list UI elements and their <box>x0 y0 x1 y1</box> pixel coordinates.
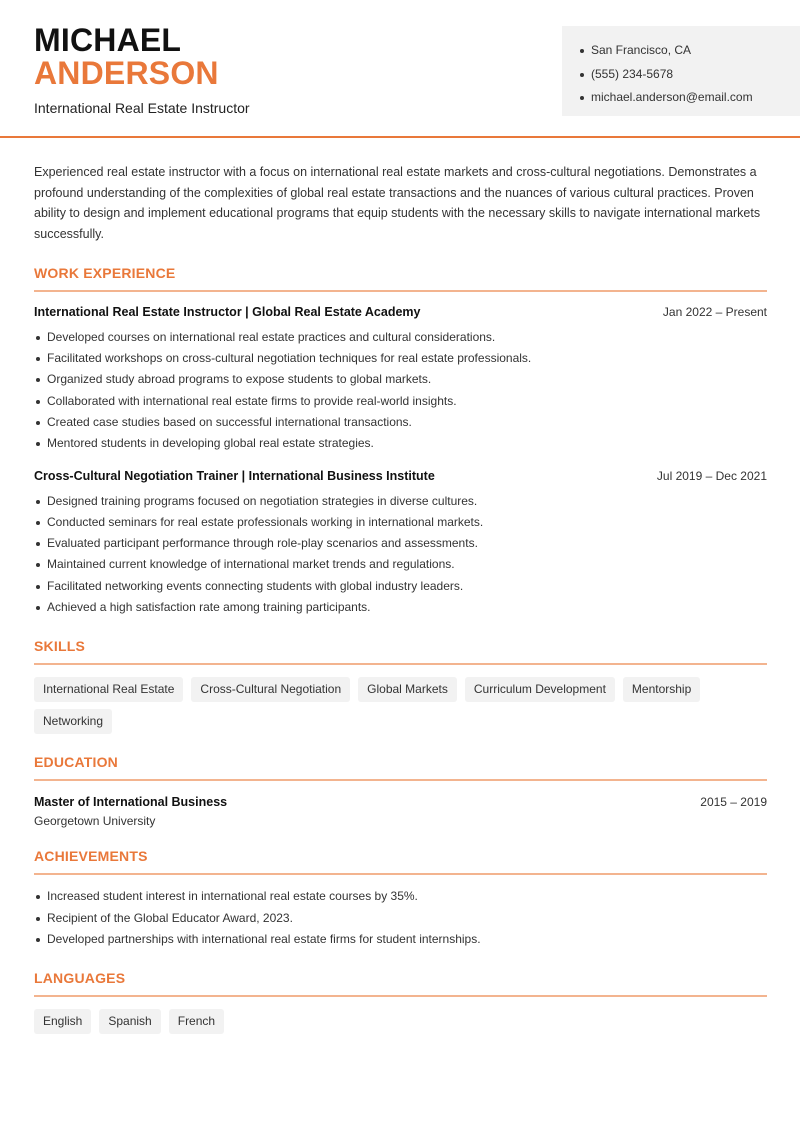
contact-phone: (555) 234-5678 <box>579 63 800 87</box>
job-bullet: Organized study abroad programs to expose students to global markets. <box>34 369 767 390</box>
job-bullet: Conducted seminars for real estate professionals working in international markets. <box>34 512 767 533</box>
section-title: SKILLS <box>34 638 767 665</box>
job-bullet: Facilitated workshops on cross-cultural negotiation techniques for real estate professionals. <box>34 348 767 369</box>
languages-section <box>34 970 767 1034</box>
education-section <box>34 754 767 828</box>
resume-header <box>0 0 800 138</box>
resume-body <box>34 162 767 1034</box>
job-bullet: Facilitated networking events connecting students with global industry leaders. <box>34 576 767 597</box>
job-bullet: Designed training programs focused on negotiation strategies in diverse cultures. <box>34 491 767 512</box>
job-bullet: Evaluated participant performance through role-play scenarios and assessments. <box>34 533 767 554</box>
skill-tag: Networking <box>34 709 112 734</box>
job-date: Jul 2019 – Dec 2021 <box>656 468 767 483</box>
job-bullet: Maintained current knowledge of international market trends and regulations. <box>34 554 767 575</box>
achievement-item: Developed partnerships with international real estate firms for student internships. <box>34 929 767 950</box>
degree: Master of International Business <box>34 795 228 810</box>
languages-list <box>34 1009 714 1034</box>
job-entry <box>34 469 767 619</box>
job-bullet: Mentored students in developing global real estate strategies. <box>34 433 767 454</box>
work-experience-section <box>34 265 767 619</box>
job-role: Cross-Cultural Negotiation Trainer | International Business Institute <box>34 468 435 483</box>
job-title: International Real Estate Instructor <box>34 100 250 116</box>
achievement-item: Increased student interest in international real estate courses by 35%. <box>34 886 767 907</box>
skill-tag: International Real Estate <box>34 677 183 702</box>
skills-list <box>34 677 714 734</box>
section-title: LANGUAGES <box>34 970 767 997</box>
achievements-section <box>34 848 767 950</box>
language-tag: Spanish <box>99 1009 160 1034</box>
education-date: 2015 – 2019 <box>700 795 767 810</box>
language-tag: French <box>169 1009 224 1034</box>
skills-section <box>34 638 767 734</box>
job-bullet: Created case studies based on successful international transactions. <box>34 412 767 433</box>
contact-location: San Francisco, CA <box>579 39 800 63</box>
section-title: ACHIEVEMENTS <box>34 848 767 875</box>
job-role: International Real Estate Instructor | Global Real Estate Academy <box>34 304 421 319</box>
job-bullet: Collaborated with international real estate firms to provide real-world insights. <box>34 391 767 412</box>
skill-tag: Mentorship <box>623 677 700 702</box>
job-bullet: Achieved a high satisfaction rate among training participants. <box>34 597 767 618</box>
job-date: Jan 2022 – Present <box>662 304 767 319</box>
job-bullet: Developed courses on international real estate practices and cultural considerations. <box>34 327 767 348</box>
summary: Experienced real estate instructor with a focus on international real estate markets and cross-cultural negotiations. Demonstrates a profound understanding of the complexities of global real estate transactions and the nuances of various cultural practices. Proven ability to design and implement educational programs that equip students with the necessary skills to navigate international markets successfully. <box>34 165 761 242</box>
language-tag: English <box>34 1009 91 1034</box>
achievement-item: Recipient of the Global Educator Award, 2023. <box>34 908 767 929</box>
skill-tag: Global Markets <box>358 677 457 702</box>
school: Georgetown University <box>34 814 156 829</box>
job-entry <box>34 305 767 455</box>
section-title: EDUCATION <box>34 754 767 781</box>
first-name: MICHAEL <box>34 22 182 58</box>
contact-box <box>562 26 800 116</box>
skill-tag: Cross-Cultural Negotiation <box>191 677 350 702</box>
contact-email: michael.anderson@email.com <box>579 86 800 110</box>
last-name: ANDERSON <box>34 55 219 91</box>
section-title: WORK EXPERIENCE <box>34 265 767 292</box>
skill-tag: Curriculum Development <box>465 677 615 702</box>
education-entry <box>34 795 767 828</box>
name-block <box>34 24 250 116</box>
